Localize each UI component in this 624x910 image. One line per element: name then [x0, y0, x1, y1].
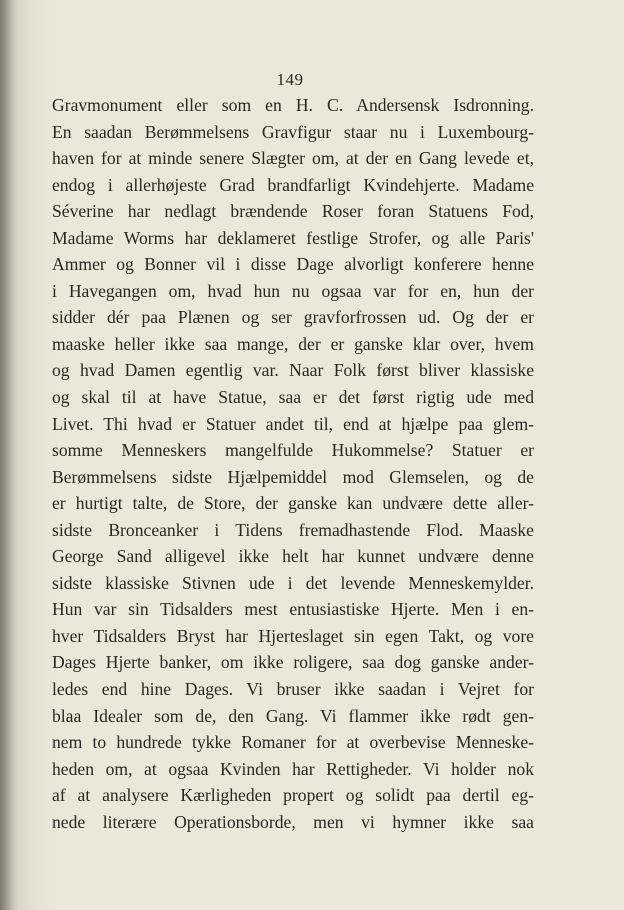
text-line: er hurtigt talte, de Store, der ganske kan undvære dette aller- [52, 493, 534, 514]
text-line: Ammer og Bonner vil i disse Dage alvorligt konferere henne [52, 254, 534, 275]
text-line: endog i allerhøjeste Grad brandfarligt Kvindehjerte. Madame [52, 174, 534, 195]
text-line: George Sand alligevel ikke helt har kunnet undvære denne [52, 546, 534, 567]
text-line: somme Menneskers mangelfulde Hukommelse? Statuer er [52, 440, 534, 461]
text-line: Séverine har nedlagt brændende Roser foran Statuens Fod, [52, 201, 534, 222]
text-line: Dages Hjerte banker, om ikke roligere, saa dog ganske ander- [52, 652, 534, 673]
text-line: sidste klassiske Stivnen ude i det levende Menneskemylder. [52, 572, 534, 593]
text-line: maaske heller ikke saa mange, der er ganske klar over, hvem [52, 333, 534, 354]
text-line: haven for at minde senere Slægter om, at der en Gang levede et, [52, 148, 534, 169]
text-line: heden om, at ogsaa Kvinden har Rettigheder. Vi holder nok [52, 758, 534, 779]
text-line: og hvad Damen egentlig var. Naar Folk først bliver klassiske [52, 360, 534, 381]
text-line: Hun var sin Tidsalders mest entusiastiske Hjerte. Men i en- [52, 599, 534, 620]
text-line: Berømmelsens sidste Hjælpemiddel mod Glemselen, og de [52, 466, 534, 487]
text-line: blaa Idealer som de, den Gang. Vi flammer ikke rødt gen- [52, 705, 534, 726]
text-line: Livet. Thi hvad er Statuer andet til, end at hjælpe paa glem- [52, 413, 534, 434]
text-line: Madame Worms har deklameret festlige Strofer, og alle Paris' [52, 227, 534, 248]
text-line: sidder dér paa Plænen og ser gravforfrossen ud. Og der er [52, 307, 534, 328]
page-number: 149 [276, 70, 304, 89]
text-line: nede literære Operationsborde, men vi hymner ikke saa [52, 811, 534, 832]
text-line: og skal til at have Statue, saa er det først rigtig ude med [52, 387, 534, 408]
binding-shadow [0, 0, 14, 910]
text-line: i Havegangen om, hvad hun nu ogsaa var for en, hun der [52, 280, 534, 301]
text-line: hver Tidsalders Bryst har Hjerteslaget sin egen Takt, og vore [52, 625, 534, 646]
text-line: sidste Bronceanker i Tidens fremadhastende Flod. Maaske [52, 519, 534, 540]
text-line: nem to hundrede tykke Romaner for at overbevise Menneske- [52, 732, 534, 753]
text-line: Gravmonument eller som en H. C. Andersensk Isdronning. [52, 95, 534, 115]
body-text [52, 92, 534, 835]
text-line: ledes end hine Dages. Vi bruser ikke saadan i Vejret for [52, 679, 534, 700]
text-line: af at analysere Kærligheden propert og solidt paa dertil eg- [52, 785, 534, 806]
text-line: En saadan Berømmelsens Gravfigur staar nu i Luxembourg- [52, 121, 534, 142]
